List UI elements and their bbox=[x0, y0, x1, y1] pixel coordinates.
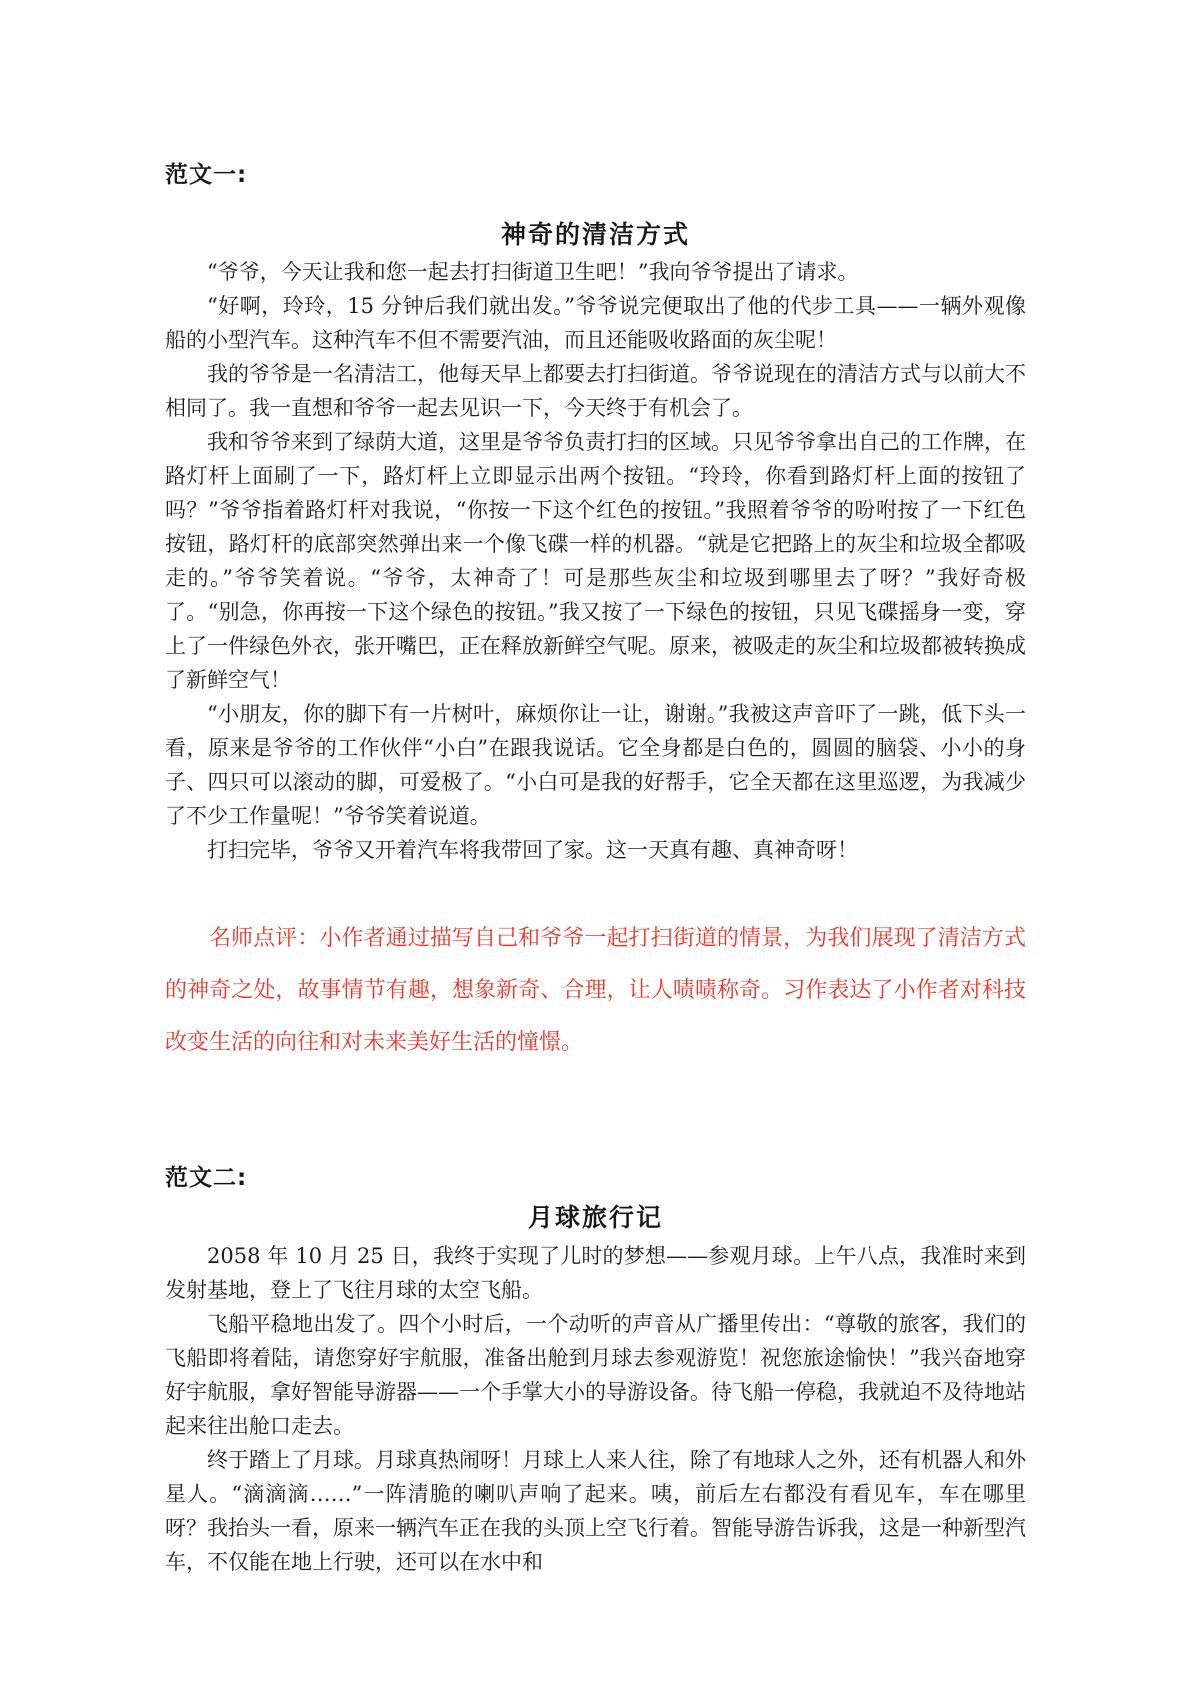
essay2-section-label: 范文二: bbox=[165, 1165, 248, 1191]
essay1-paragraph-1: “爷爷，今天让我和您一起去打扫街道卫生吧！”我向爷爷提出了请求。 bbox=[207, 260, 859, 284]
essay2-title: 月球旅行记 bbox=[527, 1203, 663, 1232]
essay1-paragraph-2: “好啊，玲玲，15 分钟后我们就出发。”爷爷说完便取出了他的代步工具——一辆外观像船的小型汽车。这种汽车不但不需要汽油，而且还能吸收路面的灰尘呢！ bbox=[165, 294, 1026, 352]
essay2-paragraph-3: 终于踏上了月球。月球真热闹呀！月球上人来人往，除了有地球人之外，还有机器人和外星人。“滴滴滴……”一阵清脆的喇叭声响了起来。咦，前后左右都没有看见车，车在哪里呀？我抬头一看，原来一辆汽车正在我的头顶上空飞行着。智能导游告诉我，这是一种新型汽车，不仅能在地上行驶，还可以在水中和 bbox=[165, 1448, 1026, 1574]
essay1-paragraph-5: “小朋友，你的脚下有一片树叶，麻烦你让一让，谢谢。”我被这声音吓了一跳，低下头一看，原来是爷爷的工作伙伴“小白”在跟我说话。它全身都是白色的，圆圆的脑袋、小小的身子、四只可以滚动的脚，可爱极了。“小白可是我的好帮手，它全天都在这里巡逻，为我减少了不少工作量呢！”爷爷笑着说道。 bbox=[165, 702, 1026, 828]
essay2-paragraph-2: 飞船平稳地出发了。四个小时后，一个动听的声音从广播里传出：“尊敬的旅客，我们的飞船即将着陆，请您穿好宇航服，准备出舱到月球去参观游览！祝您旅途愉快！”我兴奋地穿好宇航服，拿好智能导游器——一个手掌大小的导游设备。待飞船一停稳，我就迫不及待地站起来往出舱口走去。 bbox=[165, 1312, 1026, 1438]
essay1-section-label: 范文一: bbox=[165, 162, 248, 188]
essay1-paragraph-3: 我的爷爷是一名清洁工，他每天早上都要去打扫街道。爷爷说现在的清洁方式与以前大不相同了。我一直想和爷爷一起去见识一下，今天终于有机会了。 bbox=[165, 362, 1026, 420]
essay1-teacher-comment: 名师点评：小作者通过描写自己和爷爷一起打扫街道的情景，为我们展现了清洁方式的神奇之处，故事情节有趣，想象新奇、合理，让人啧啧称奇。习作表达了小作者对科技改变生活的向往和对未来美好生活的憧憬。 bbox=[165, 926, 1026, 1055]
essay1-paragraph-4: 我和爷爷来到了绿荫大道，这里是爷爷负责打扫的区域。只见爷爷拿出自己的工作牌，在路灯杆上面刷了一下，路灯杆上立即显示出两个按钮。“玲玲，你看到路灯杆上面的按钮了吗？”爷爷指着路灯杆对我说，“你按一下这个红色的按钮。”我照着爷爷的吩咐按了一下红色按钮，路灯杆的底部突然弹出来一个像飞碟一样的机器。“就是它把路上的灰尘和垃圾全都吸走的。”爷爷笑着说。“爷爷，太神奇了！可是那些灰尘和垃圾到哪里去了呀？”我好奇极了。“别急，你再按一下这个绿色的按钮。”我又按了一下绿色的按钮，只见飞碟摇身一变，穿上了一件绿色外衣，张开嘴巴，正在释放新鲜空气呢。原来，被吸走的灰尘和垃圾都被转换成了新鲜空气！ bbox=[165, 430, 1026, 692]
essay1-title: 神奇的清洁方式 bbox=[500, 220, 690, 249]
essay1-paragraph-6: 打扫完毕，爷爷又开着汽车将我带回了家。这一天真有趣、真神奇呀！ bbox=[207, 838, 858, 862]
essay2-paragraph-1: 2058 年 10 月 25 日，我终于实现了儿时的梦想——参观月球。上午八点，我准时来到发射基地，登上了飞往月球的太空飞船。 bbox=[165, 1244, 1026, 1302]
